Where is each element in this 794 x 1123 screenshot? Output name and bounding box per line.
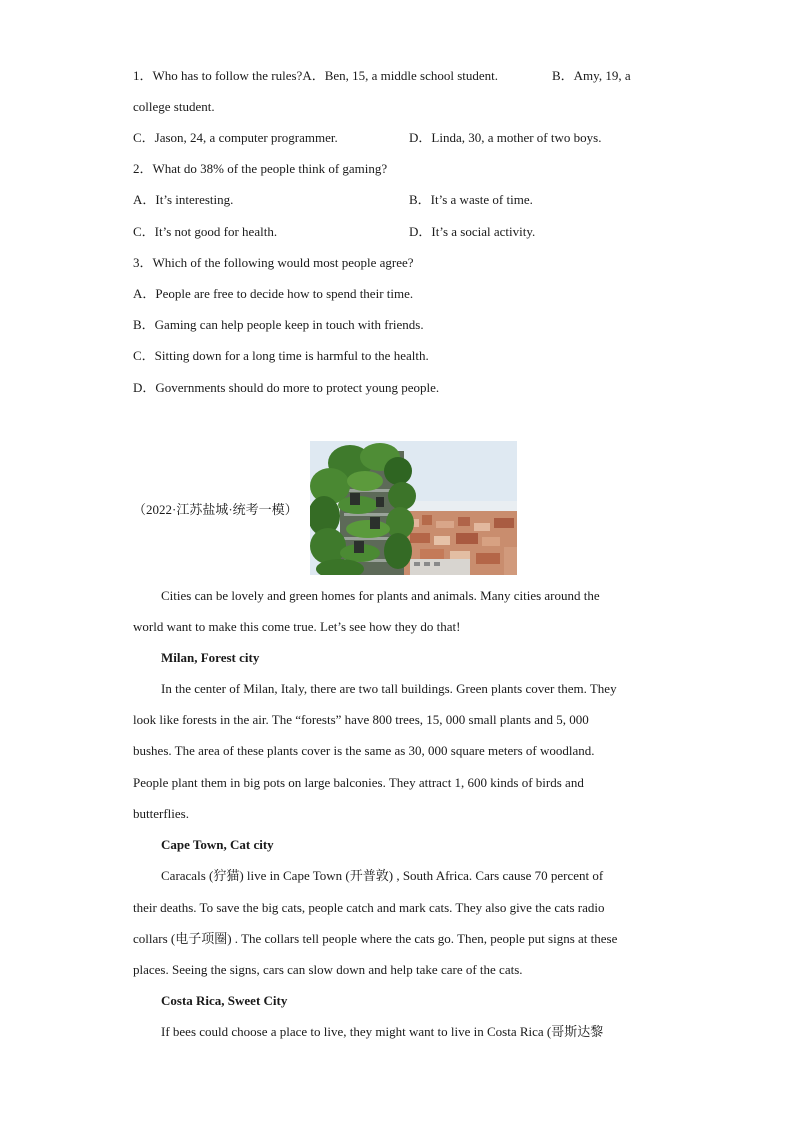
cape-town-line-3: collars (电子项圈) . The collars tell people where the cats go. Then, people put signs at these [133, 931, 618, 946]
question-2-option-d: D．It’s a social activity. [409, 224, 536, 239]
question-1-option-c: C．Jason, 24, a computer programmer. [133, 130, 338, 145]
cape-town-line-1: Caracals (狞猫) live in Cape Town (开普敦) , South Africa. Cars cause 70 percent of [161, 868, 604, 883]
section-heading-costa-rica: Costa Rica, Sweet City [161, 993, 288, 1008]
question-2-option-c: C．It’s not good for health. [133, 224, 278, 239]
milan-line-1: In the center of Milan, Italy, there are two tall buildings. Green plants cover them. They [161, 681, 617, 696]
section-heading-milan: Milan, Forest city [161, 650, 260, 665]
question-1-option-b: B．Amy, 19, a [552, 68, 631, 83]
question-2-option-a: A．It’s interesting. [133, 192, 234, 207]
milan-line-4: People plant them in big pots on large balconies. They attract 1, 600 kinds of birds and [133, 775, 584, 790]
milan-line-3: bushes. The area of these plants cover is the same as 30, 000 square meters of woodland. [133, 743, 595, 758]
passage-intro-line-2: world want to make this come true. Let’s see how they do that! [133, 619, 461, 634]
question-3-stem: 3．Which of the following would most people agree? [133, 255, 414, 270]
question-1-stem-continued: college student. [133, 99, 215, 114]
vertical-forest-photo [310, 441, 517, 575]
question-2-option-b: B．It’s a waste of time. [409, 192, 533, 207]
question-1-stem: 1．Who has to follow the rules?A．Ben, 15, a middle school student. [133, 68, 499, 83]
vertical-forest-illustration [310, 441, 517, 575]
question-3-option-c: C．Sitting down for a long time is harmful to the health. [133, 348, 429, 363]
question-3-option-a: A．People are free to decide how to spend their time. [133, 286, 414, 301]
question-1-option-d: D．Linda, 30, a mother of two boys. [409, 130, 602, 145]
milan-line-5: butterflies. [133, 806, 189, 821]
question-3-option-d: D．Governments should do more to protect young people. [133, 380, 440, 395]
section-heading-cape-town: Cape Town, Cat city [161, 837, 274, 852]
question-2-stem: 2．What do 38% of the people think of gaming? [133, 161, 388, 176]
cape-town-line-2: their deaths. To save the big cats, people catch and mark cats. They also give the cats radio [133, 900, 605, 915]
costa-rica-line-1: If bees could choose a place to live, they might want to live in Costa Rica (哥斯达黎 [161, 1024, 604, 1039]
cape-town-line-4: places. Seeing the signs, cars can slow down and help take care of the cats. [133, 962, 523, 977]
milan-line-2: look like forests in the air. The “forests” have 800 trees, 15, 000 small plants and 5, 000 [133, 712, 589, 727]
passage-source: （2022·江苏盐城·统考一模） [133, 502, 298, 517]
passage-intro-line-1: Cities can be lovely and green homes for plants and animals. Many cities around the [161, 588, 600, 603]
question-3-option-b: B．Gaming can help people keep in touch with friends. [133, 317, 424, 332]
